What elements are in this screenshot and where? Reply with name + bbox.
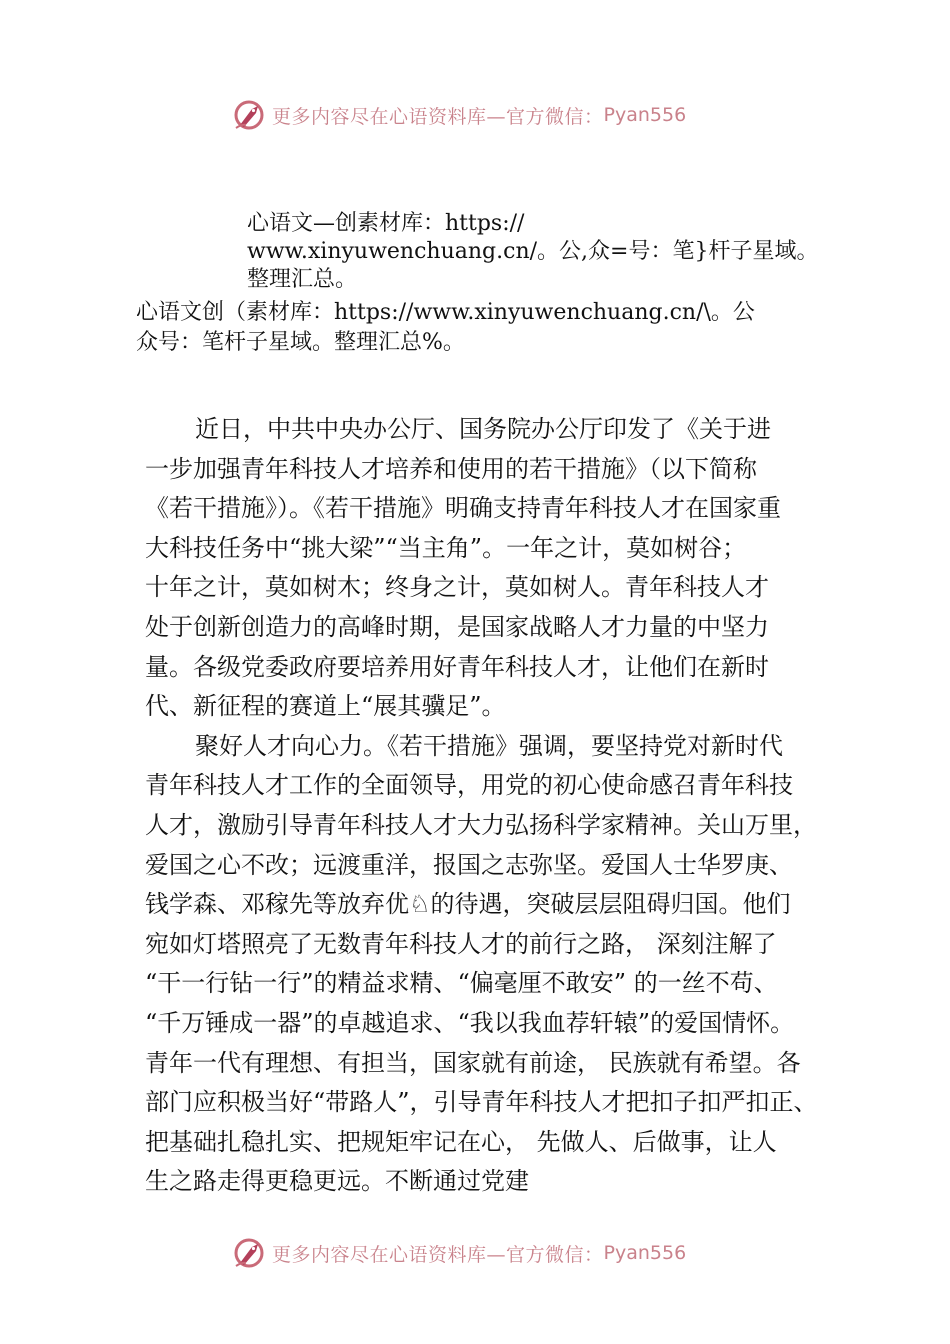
source-note-1-line: www.xinyuwenchuang.cn/。公,众=号：笔}杆子星域。 (247, 239, 819, 264)
header-wechat-id: Pyan556 (603, 104, 687, 126)
article-body (145, 410, 845, 1202)
paragraph-line: “干一行钻一行”的精益求精、“偏毫厘不敢安” 的一丝不苟、 (145, 969, 778, 998)
paragraph-line: 近日，中共中央办公厅、国务院办公厅印发了《关于进 (195, 415, 771, 443)
footer-banner (232, 1235, 686, 1271)
paragraph-line: 十年之计，莫如树木；终身之计，莫如树人。青年科技人才 (145, 573, 769, 602)
paragraph-line: 宛如灯塔照亮了无数青年科技人才的前行之路， 深刻注解了 (145, 929, 777, 958)
header-banner-text: 更多内容尽在心语资料库—官方微信： (272, 105, 604, 128)
paragraph-line: 生之路走得更稳更远。不断通过党建 (145, 1167, 529, 1196)
header-banner (232, 97, 686, 133)
pen-nib-logo-icon (232, 1236, 266, 1270)
paragraph-line: “千万锤成一器”的卓越追求、“我以我血荐轩辕”的爱国情怀。 (145, 1008, 795, 1037)
pen-nib-logo-icon (232, 98, 266, 132)
paragraph-line: 大科技任务中“挑大梁”“当主角”。一年之计，莫如树谷； (145, 533, 747, 562)
source-note-1 (247, 210, 847, 294)
paragraph-line: 量。各级党委政府要培养用好青年科技人才，让他们在新时 (145, 652, 769, 681)
paragraph-line: 人才，激励引导青年科技人才大力弘扬科学家精神。关山万里， (145, 810, 817, 839)
paragraph-line: 青年科技人才工作的全面领导，用党的初心使命感召青年科技 (145, 771, 793, 800)
source-note-1-line: 心语文—创素材库：https:// (247, 211, 525, 236)
source-note-1-line: 整理汇总。 (247, 267, 358, 292)
footer-wechat-id: Pyan556 (603, 1242, 687, 1264)
paragraph-line: 《若干措施》）。《若干措施》明确支持青年科技人才在国家重 (145, 494, 781, 523)
paragraph-line: 爱国之心不改；远渡重洋，报国之志弥坚。爱国人士华罗庚、 (145, 850, 793, 879)
source-note-2-line: 众号：笔杆子星域。整理汇总%。 (136, 330, 465, 355)
source-note-2 (136, 298, 836, 358)
paragraph-line: 部门应积极当好“带路人”，引导青年科技人才把扣子扣严扣正、 (145, 1088, 818, 1117)
paragraph-line: 聚好人才向心力。《若干措施》强调，要坚持党对新时代 (195, 731, 783, 760)
paragraph-line: 一步加强青年科技人才培养和使用的若干措施》（以下简称 (145, 454, 757, 483)
source-note-2-line: 心语文创（素材库：https://www.xinyuwenchuang.cn/\。公 (136, 300, 755, 325)
paragraph-line: 代、新征程的赛道上“展其骥足”。 (145, 692, 506, 721)
paragraph-line: 青年一代有理想、有担当，国家就有前途， 民族就有希望。各 (145, 1048, 801, 1077)
paragraph-line: 钱学森、邓稼先等放弃优♘的待遇，突破层层阻碍归国。他们 (145, 890, 791, 919)
paragraph-line: 处于创新创造力的高峰时期，是国家战略人才力量的中坚力 (145, 612, 769, 641)
footer-banner-text: 更多内容尽在心语资料库—官方微信： (272, 1243, 604, 1266)
paragraph-line: 把基础扎稳扎实、把规矩牢记在心， 先做人、后做事，让人 (145, 1127, 777, 1156)
